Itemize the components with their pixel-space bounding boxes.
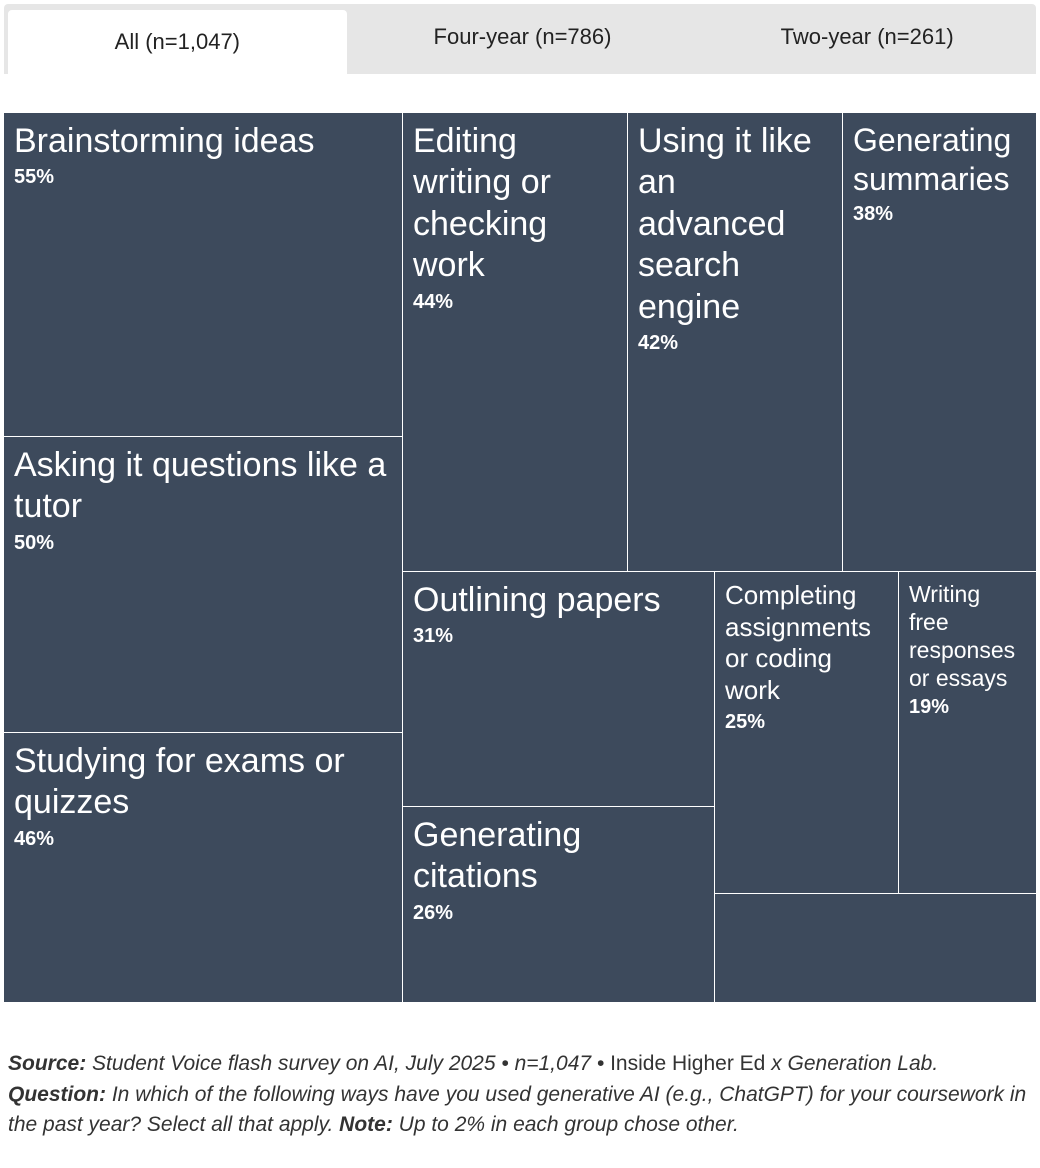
cell-value: 19%	[909, 696, 950, 719]
cell-value: 50%	[14, 531, 55, 554]
cell-label: Completing assignments or coding work	[725, 580, 871, 706]
source-label: Source:	[8, 1052, 87, 1075]
cell-value: 44%	[413, 290, 454, 313]
tab-two-year[interactable]: Two-year (n=261)	[780, 24, 954, 49]
treemap-cell	[3, 732, 403, 1003]
cell-label: Outlining papers	[413, 581, 661, 619]
publisher-partner: Generation Lab.	[787, 1052, 939, 1075]
cell-label: Writing free responses or essays	[909, 581, 1016, 692]
cell-label: Generating summaries	[853, 122, 1012, 198]
treemap-cell	[898, 571, 1037, 894]
cell-label: Generating citations	[413, 816, 582, 896]
chart-footer	[8, 1049, 1038, 1141]
treemap-cell	[3, 112, 403, 437]
treemap-cell	[402, 571, 715, 807]
cell-label: Asking it questions like a tutor	[14, 446, 387, 526]
note-text: Up to 2% in each group chose other.	[398, 1113, 739, 1136]
treemap-cell	[402, 112, 628, 572]
treemap-cell	[3, 436, 403, 733]
cell-label: Brainstorming ideas	[14, 122, 315, 160]
question-label: Question:	[8, 1082, 106, 1106]
cell-label: Using it like an advanced search engine	[638, 122, 812, 326]
question-text: In which of the following ways have you used generative AI (e.g., ChatGPT) for your coursework in the past year? Select all that apply.	[8, 1082, 1027, 1136]
cell-value: 26%	[413, 901, 454, 924]
cell-label: Editing writing or checking work	[413, 122, 551, 285]
treemap-cell	[714, 893, 1037, 1003]
treemap-cell	[627, 112, 843, 572]
group-tabs	[4, 4, 1036, 74]
source-text: Student Voice flash survey on AI, July 2025 • n=1,047 •	[92, 1052, 605, 1075]
treemap-cell	[842, 112, 1037, 572]
treemap-cell	[714, 571, 899, 894]
publisher-x: x	[771, 1052, 782, 1075]
tab-all[interactable]: All (n=1,047)	[8, 10, 347, 74]
cell-value: 38%	[853, 203, 894, 226]
cell-value: 25%	[725, 710, 766, 733]
cell-label: Studying for exams or quizzes	[14, 742, 345, 822]
cell-value: 42%	[638, 332, 679, 355]
note-label: Note:	[339, 1113, 393, 1136]
publisher-name: Inside Higher Ed	[610, 1052, 766, 1075]
cell-value: 31%	[413, 625, 454, 648]
tab-four-year[interactable]: Four-year (n=786)	[433, 24, 612, 49]
cell-value: 46%	[14, 827, 55, 850]
treemap-cell	[402, 806, 715, 1003]
treemap-chart	[3, 112, 1037, 1003]
cell-value: 55%	[14, 166, 55, 189]
